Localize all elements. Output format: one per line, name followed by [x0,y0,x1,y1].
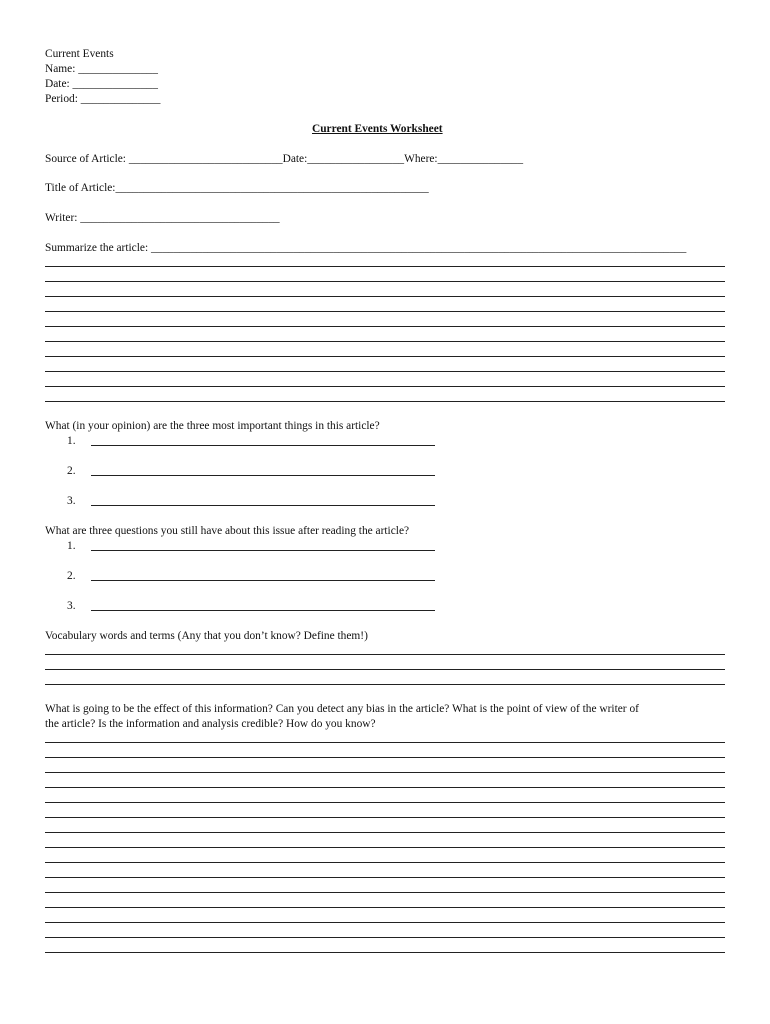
vocab-line[interactable] [45,669,725,670]
effect-line[interactable] [45,817,725,818]
summary-field[interactable]: Summarize the article: ______________________________________________________________________________________________ [45,242,687,254]
summary-line[interactable] [45,341,725,342]
article-title-field[interactable]: Title of Article:_______________________________________________________ [45,182,429,194]
source-field[interactable]: Source of Article: ___________________________Date:_________________Where:_______________ [45,153,524,165]
list-number: 2. [67,570,76,582]
effect-prompt-line2: the article? Is the information and analysis credible? How do you know? [45,718,376,730]
important-answer-line[interactable] [91,505,435,506]
summary-line[interactable] [45,266,725,267]
important-answer-line[interactable] [91,445,435,446]
effect-line[interactable] [45,922,725,923]
effect-line[interactable] [45,937,725,938]
summary-line[interactable] [45,356,725,357]
effect-line[interactable] [45,847,725,848]
summary-line[interactable] [45,326,725,327]
list-number: 3. [67,495,76,507]
effect-line[interactable] [45,772,725,773]
summary-line[interactable] [45,386,725,387]
effect-line[interactable] [45,877,725,878]
name-field[interactable]: Name: ______________ [45,63,158,75]
list-number: 1. [67,435,76,447]
effect-line[interactable] [45,832,725,833]
list-number: 3. [67,600,76,612]
effect-prompt-line1: What is going to be the effect of this information? Can you detect any bias in the article? What is the point of view of the writer of [45,703,639,715]
summary-line[interactable] [45,281,725,282]
vocab-line[interactable] [45,654,725,655]
effect-line[interactable] [45,952,725,953]
writer-field[interactable]: Writer: ___________________________________ [45,212,280,224]
worksheet-title: Current Events Worksheet [312,123,443,135]
vocab-prompt: Vocabulary words and terms (Any that you don’t know? Define them!) [45,630,368,642]
important-answer-line[interactable] [91,475,435,476]
list-number: 1. [67,540,76,552]
period-field[interactable]: Period: ______________ [45,93,161,105]
list-number: 2. [67,465,76,477]
important-prompt: What (in your opinion) are the three most important things in this article? [45,420,380,432]
questions-prompt: What are three questions you still have about this issue after reading the article? [45,525,410,537]
question-answer-line[interactable] [91,610,435,611]
course-label: Current Events [45,48,114,60]
summary-line[interactable] [45,401,725,402]
effect-line[interactable] [45,742,725,743]
effect-line[interactable] [45,802,725,803]
summary-line[interactable] [45,311,725,312]
effect-line[interactable] [45,907,725,908]
date-field[interactable]: Date: _______________ [45,78,158,90]
effect-line[interactable] [45,787,725,788]
vocab-line[interactable] [45,684,725,685]
effect-line[interactable] [45,892,725,893]
question-answer-line[interactable] [91,550,435,551]
question-answer-line[interactable] [91,580,435,581]
summary-line[interactable] [45,296,725,297]
effect-line[interactable] [45,757,725,758]
summary-line[interactable] [45,371,725,372]
effect-line[interactable] [45,862,725,863]
